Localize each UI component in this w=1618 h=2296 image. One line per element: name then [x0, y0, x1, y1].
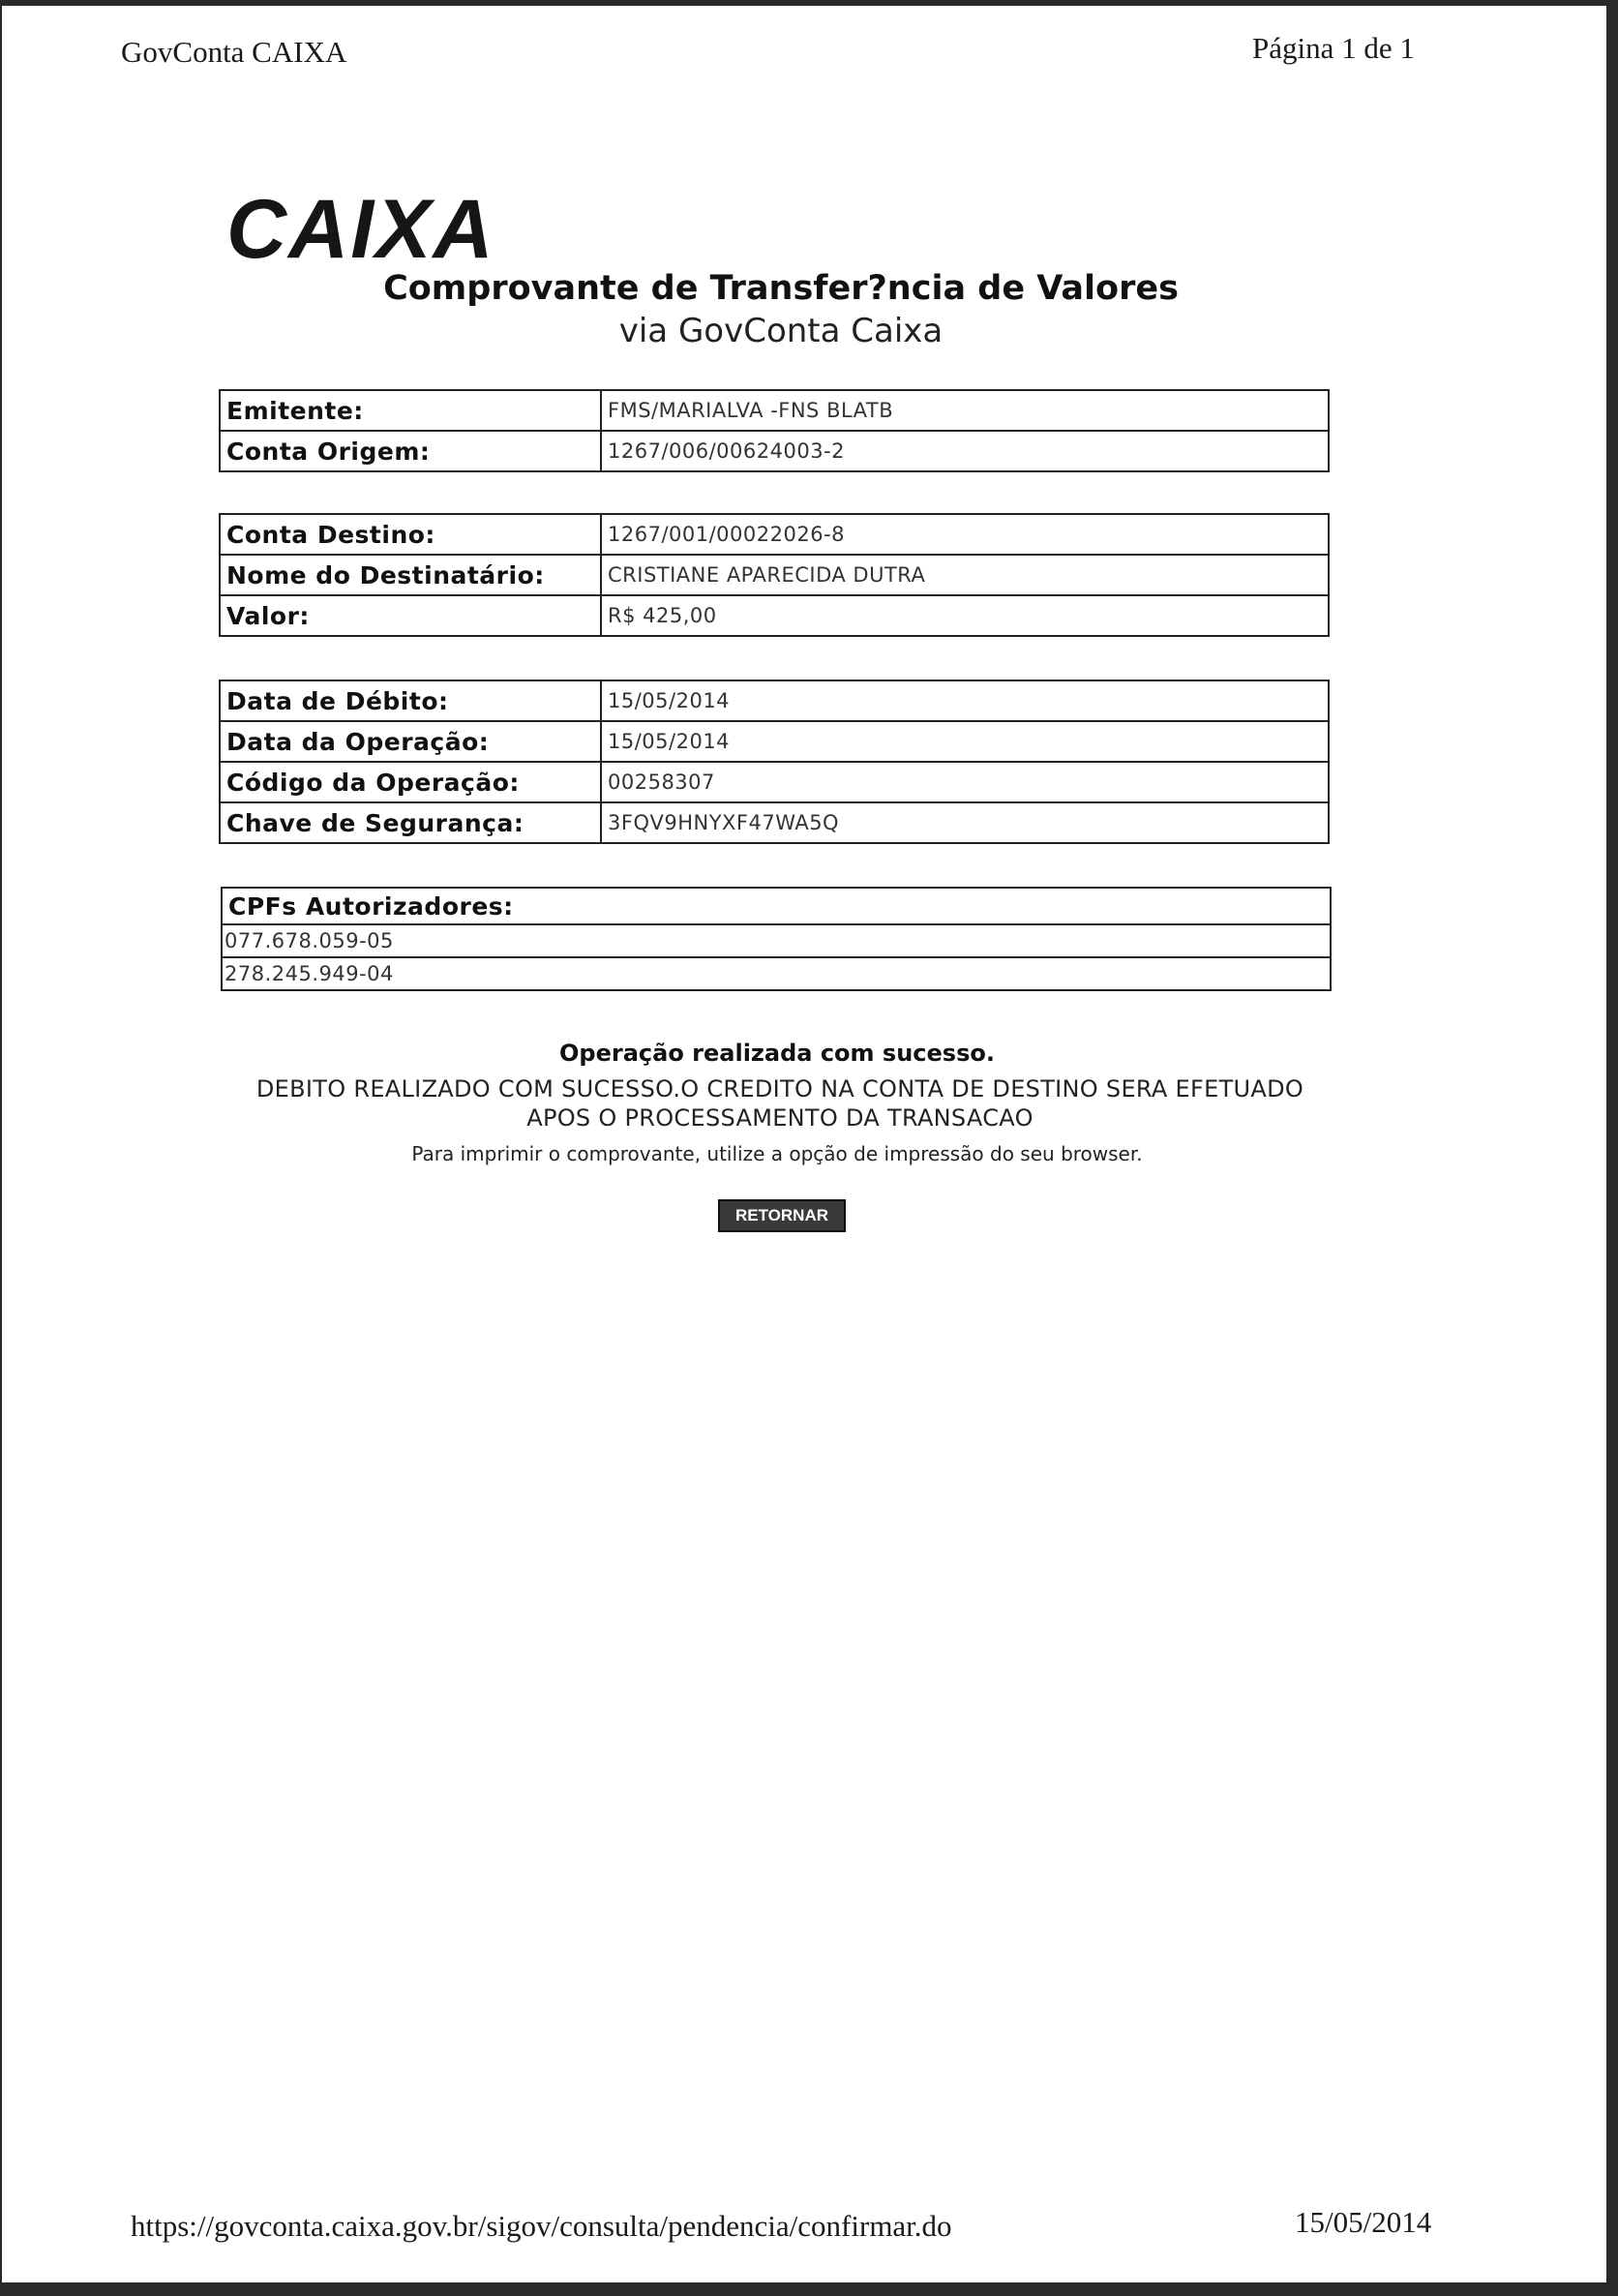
valor-value: R$ 425,00	[601, 595, 1329, 636]
print-header-title: GovConta CAIXA	[121, 35, 347, 69]
conta-destino-value: 1267/001/00022026-8	[601, 514, 1329, 555]
table-row	[222, 888, 1331, 924]
table-row	[220, 390, 1329, 431]
data-debito-value: 15/05/2014	[601, 680, 1329, 721]
valor-label: Valor:	[220, 595, 601, 636]
print-footer-date: 15/05/2014	[1295, 2205, 1432, 2239]
success-message: Operação realizada com sucesso.	[559, 1040, 995, 1067]
table-row	[222, 957, 1331, 990]
table-row	[220, 595, 1329, 636]
destination-table	[219, 513, 1330, 637]
table-row	[220, 680, 1329, 721]
cpf-item: 077.678.059-05	[222, 924, 1331, 957]
print-header-page-number: Página 1 de 1	[1252, 31, 1415, 65]
conta-destino-label: Conta Destino:	[220, 514, 601, 555]
page-subtitle: via GovConta Caixa	[618, 312, 944, 350]
retornar-button[interactable]: RETORNAR	[718, 1199, 846, 1232]
codigo-operacao-value: 00258307	[601, 762, 1329, 802]
data-debito-label: Data de Débito:	[220, 680, 601, 721]
conta-origem-label: Conta Origem:	[220, 431, 601, 471]
emitente-value: FMS/MARIALVA -FNS BLATB	[601, 390, 1329, 431]
cpfs-table	[221, 887, 1332, 991]
chave-seguranca-label: Chave de Segurança:	[220, 802, 601, 843]
data-operacao-label: Data da Operação:	[220, 721, 601, 762]
cpfs-label: CPFs Autorizadores:	[222, 888, 1331, 924]
conta-origem-value: 1267/006/00624003-2	[601, 431, 1329, 471]
print-footer-url: https://govconta.caixa.gov.br/sigov/consulta/pendencia/confirmar.do	[131, 2209, 952, 2243]
page-title: Comprovante de Transfer?ncia de Valores	[383, 269, 1179, 308]
origin-table	[219, 389, 1330, 472]
table-row	[222, 924, 1331, 957]
codigo-operacao-label: Código da Operação:	[220, 762, 601, 802]
emitente-label: Emitente:	[220, 390, 601, 431]
debito-message: DEBITO REALIZADO COM SUCESSO.O CREDITO NA CONTA DE DESTINO SERA EFETUADO APOS O PROCESSAMENTO DA TRANSACAO	[255, 1075, 1304, 1132]
chave-seguranca-value: 3FQV9HNYXF47WA5Q	[601, 802, 1329, 843]
print-hint: Para imprimir o comprovante, utilize a opção de impressão do seu browser.	[411, 1142, 1143, 1165]
operation-table	[219, 680, 1330, 844]
caixa-logo: CAIXA	[226, 183, 495, 276]
table-row	[220, 431, 1329, 471]
table-row	[220, 514, 1329, 555]
nome-destinatario-value: CRISTIANE APARECIDA DUTRA	[601, 555, 1329, 595]
table-row	[220, 721, 1329, 762]
cpf-item: 278.245.949-04	[222, 957, 1331, 990]
nome-destinatario-label: Nome do Destinatário:	[220, 555, 601, 595]
printed-page	[2, 6, 1606, 2282]
table-row	[220, 555, 1329, 595]
data-operacao-value: 15/05/2014	[601, 721, 1329, 762]
table-row	[220, 762, 1329, 802]
table-row	[220, 802, 1329, 843]
